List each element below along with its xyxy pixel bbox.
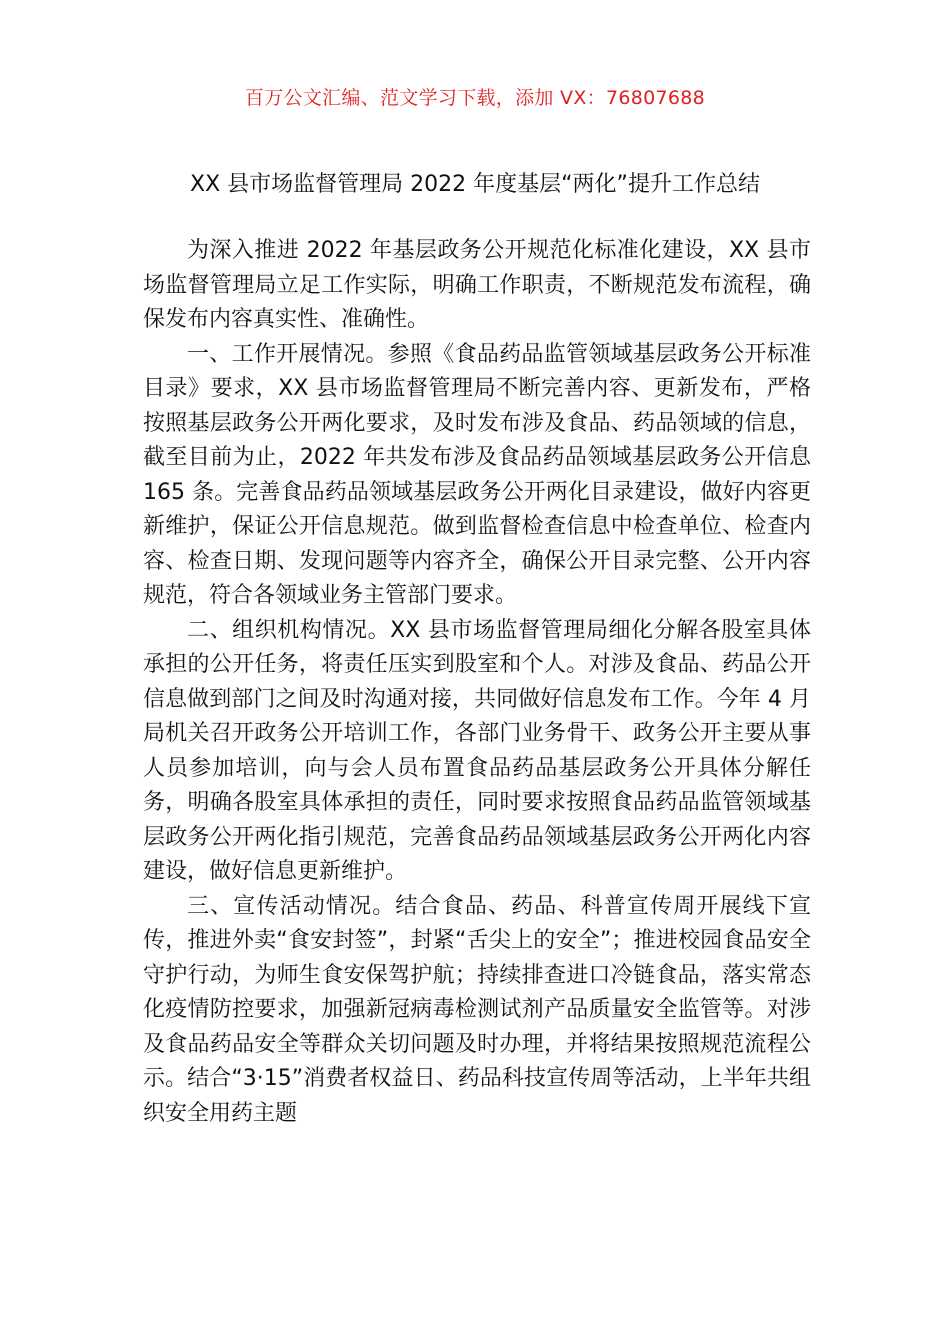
paragraph-publicity: 三、宣传活动情况。结合食品、药品、科普宣传周开展线下宣传，推进外卖“食安封签”，封紧“舌尖上的安全”；推进校园食品安全守护行动，为师生食安保驾护航；持续排查进口冷链食品，落实常态化疫情防控要求，加强新冠病毒检测试剂产品质量安全监管等。对涉及食品药品安全等群众关切问题及时办理，并将结果按照规范流程公示。结合“3·15”消费者权益日、药品科技宣传周等活动，上半年共组织安全用药主题 [143,893,811,1126]
header-promo-note: 百万公文汇编、范文学习下载，添加 VX：76807688 [244,87,706,109]
document-body [143,234,811,1131]
paragraph-intro: 为深入推进 2022 年基层政务公开规范化标准化建设，XX 县市场监督管理局立足工作实际，明确工作职责，不断规范发布流程，确保发布内容真实性、准确性。 [143,238,811,332]
document-title: XX 县市场监督管理局 2022 年度基层“两化”提升工作总结 [190,172,760,197]
paragraph-organization: 二、组织机构情况。XX 县市场监督管理局细化分解各股室具体承担的公开任务，将责任压实到股室和个人。对涉及食品、药品公开信息做到部门之间及时沟通对接，共同做好信息发布工作。今年 4 月局机关召开政务公开培训工作，各部门业务骨干、政务公开主要从事人员参加培训，向与会人员布置食品药品基层政务公开具体分解任务，明确各股室具体承担的责任，同时要求按照食品药品监管领域基层政务公开两化指引规范，完善食品药品领域基层政务公开两化内容建设，做好信息更新维护。 [143,617,811,884]
paragraph-work-progress: 一、工作开展情况。参照《食品药品监管领域基层政务公开标准目录》要求，XX 县市场监督管理局不断完善内容、更新发布，严格按照基层政务公开两化要求，及时发布涉及食品、药品领域的信息，截至目前为止，2022 年共发布涉及食品药品领域基层政务公开信息 165 条。完善食品药品领域基层政务公开两化目录建设，做好内容更新维护，保证公开信息规范。做到监督检查信息中检查单位、检查内容、检查日期、发现问题等内容齐全，确保公开目录完整、公开内容规范，符合各领域业务主管部门要求。 [143,341,811,608]
